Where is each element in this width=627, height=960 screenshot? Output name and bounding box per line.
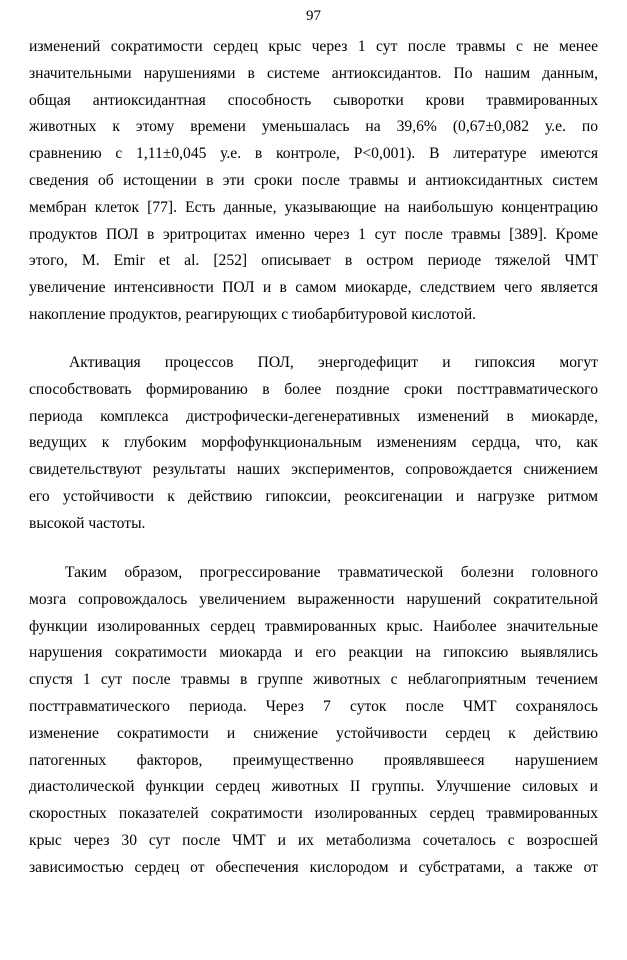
text-line: общая антиоксидантная способность сыворотки крови травмированных xyxy=(29,91,598,109)
text-line: функции изолированных сердец травмированных крыс. Наиболее значительные xyxy=(29,617,598,635)
text-line: накопление продуктов, реагирующих с тиобарбитуровой кислотой. xyxy=(29,305,477,323)
text-line: нарушения сократимости миокарда и его реакции на гипоксию выявлялись xyxy=(29,644,598,662)
text-line: мембран клеток [77]. Есть данные, указывающие на наибольшую концентрацию xyxy=(29,198,598,216)
text-line: изменений сократимости сердец крыс через 1 сут после травмы с не менее xyxy=(29,38,598,55)
paragraph-2 xyxy=(29,350,598,538)
text-line: патогенных факторов, преимущественно проявлявшееся нарушением xyxy=(29,751,598,769)
text-line: Активация процессов ПОЛ, энергодефицит и гипоксия могут xyxy=(69,354,598,371)
text-line: периода комплекса дистрофически-дегенеративных изменений в миокарде, xyxy=(29,407,598,425)
text-line: этого, M. Emir et al. [252] описывает в остром периоде тяжелой ЧМТ xyxy=(29,252,598,270)
text-line: сведения об истощении в эти сроки после травмы и антиоксидантных систем xyxy=(29,171,598,189)
paragraph-1 xyxy=(29,34,598,329)
text-line: зависимостью сердец от обеспечения кислородом и субстратами, а также от xyxy=(29,858,598,876)
text-line: мозга сопровождалось увеличением выраженности нарушений сократительной xyxy=(29,590,598,608)
page-number: 97 xyxy=(306,8,321,24)
text-line: ведущих к глубоким морфофункциональным изменениям сердца, что, как xyxy=(29,434,598,452)
text-line: высокой частоты. xyxy=(29,514,146,532)
text-line: крыс через 30 сут после ЧМТ и их метаболизма сочеталось с возросшей xyxy=(29,831,598,849)
text-line: его устойчивости к действию гипоксии, реоксигенации и нагрузке ритмом xyxy=(29,487,598,505)
text-line: спустя 1 сут после травмы в группе животных с неблагоприятным течением xyxy=(29,671,598,689)
text-line: изменение сократимости и снижение устойчивости сердец к действию xyxy=(29,724,598,742)
text-line: увеличение интенсивности ПОЛ и в самом миокарде, следствием чего является xyxy=(29,279,598,297)
text-line: животных к этому времени уменьшалась на 39,6% (0,67±0,082 у.е. по xyxy=(29,118,598,136)
text-line: скоростных показателей сократимости изолированных сердец травмированных xyxy=(29,805,598,823)
text-line: значительными нарушениями в системе антиоксидантов. По нашим данным, xyxy=(29,64,598,82)
paragraph-3 xyxy=(29,560,598,882)
text-line: диастолической функции сердец животных II группы. Улучшение силовых и xyxy=(29,778,598,796)
text-line: посттравматического периода. Через 7 суток после ЧМТ сохранялось xyxy=(29,697,598,715)
text-line: продуктов ПОЛ в эритроцитах именно через 1 сут после травмы [389]. Кроме xyxy=(29,225,598,243)
text-line: сравнению с 1,11±0,045 у.е. в контроле, P<0,001). В литературе имеются xyxy=(29,145,598,163)
text-line: способствовать формированию в более поздние сроки посттравматического xyxy=(29,380,598,398)
text-line: Таким образом, прогрессирование травматической болезни головного xyxy=(65,564,598,581)
text-line: свидетельствуют результаты наших экспериментов, сопровождается снижением xyxy=(29,461,598,479)
